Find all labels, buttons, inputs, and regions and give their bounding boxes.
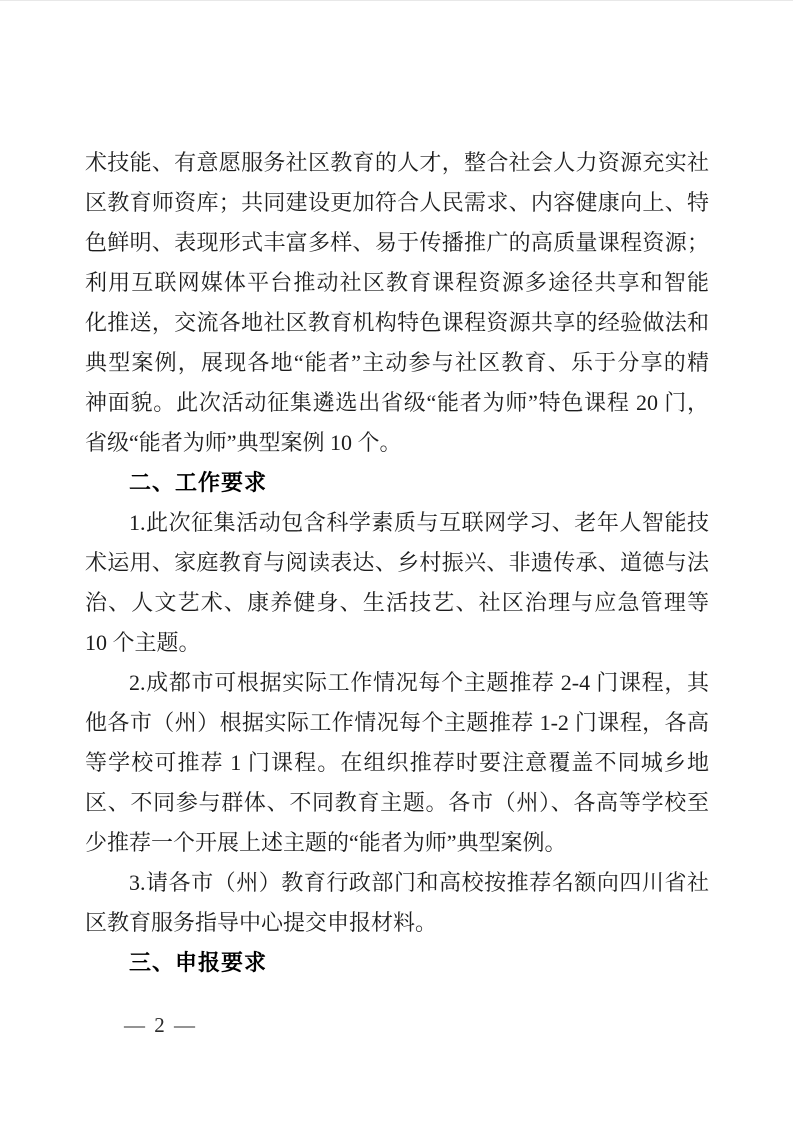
text-line: 治、人文艺术、康养健身、生活技艺、社区治理与应急管理等 [85,590,709,615]
text-line: 术运用、家庭教育与阅读表达、乡村振兴、非遗传承、道德与法 [85,550,709,575]
text-line: 化推送，交流各地社区教育机构特色课程资源共享的经验做法和 [85,310,709,335]
text-line: 省级“能者为师”典型案例 10 个。 [85,430,402,455]
text-line: 10 个主题。 [85,630,201,655]
text-line: 1.此次征集活动包含科学素质与互联网学习、老年人智能技 [129,510,709,535]
text-line: 区、不同参与群体、不同教育主题。各市（州）、各高等学校至 [85,790,709,815]
text-line: 利用互联网媒体平台推动社区教育课程资源多途径共享和智能 [85,270,709,295]
text-line: 色鲜明、表现形式丰富多样、易于传播推广的高质量课程资源； [85,230,709,255]
paragraph [85,663,709,863]
text-line: 术技能、有意愿服务社区教育的人才，整合社会人力资源充实社 [85,150,709,175]
text-line: 3.请各市（州）教育行政部门和高校按推荐名额向四川省社 [129,870,709,895]
text-line: 等学校可推荐 1 门课程。在组织推荐时要注意覆盖不同城乡地 [85,750,709,775]
paragraph [85,503,709,663]
paragraph [85,143,709,463]
text-line: 少推荐一个开展上述主题的“能者为师”典型案例。 [85,830,567,855]
paragraph [85,863,709,943]
text-line: 区教育师资库；共同建设更加符合人民需求、内容健康向上、特 [85,190,709,215]
section-heading: 三、申报要求 [129,950,268,975]
text-line: 典型案例，展现各地“能者”主动参与社区教育、乐于分享的精 [85,350,709,375]
document-body [85,143,709,983]
text-line: 他各市（州）根据实际工作情况每个主题推荐 1-2 门课程，各高 [85,710,709,735]
text-line: 2.成都市可根据实际工作情况每个主题推荐 2-4 门课程，其 [129,670,709,695]
page-number: — 2 — [124,1013,197,1037]
text-line: 区教育服务指导中心提交申报材料。 [85,910,438,935]
section-heading: 二、工作要求 [129,470,268,495]
text-line: 神面貌。此次活动征集遴选出省级“能者为师”特色课程 20 门， [85,390,709,415]
